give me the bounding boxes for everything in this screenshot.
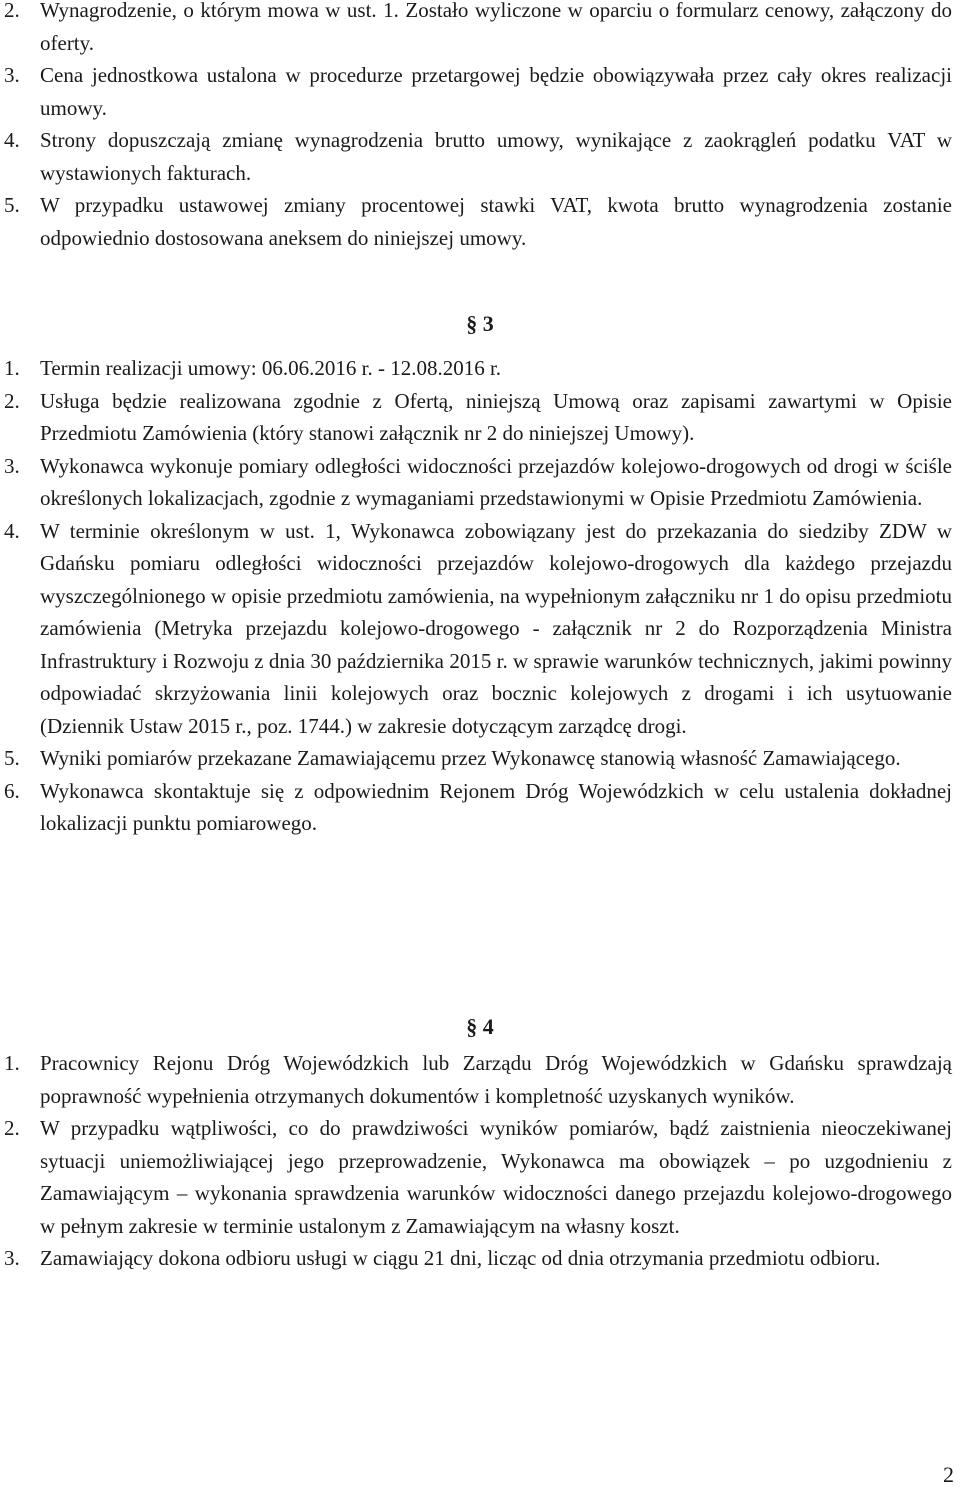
list-item xyxy=(0,59,956,124)
item-number: 4. xyxy=(4,128,20,152)
section-heading-3: § 3 xyxy=(466,311,494,336)
list-item xyxy=(0,189,956,254)
item-number: 2. xyxy=(4,388,20,413)
item-number: 3. xyxy=(4,1246,20,1270)
list-item xyxy=(0,515,956,743)
top-list xyxy=(0,0,956,254)
list-item xyxy=(0,0,956,59)
item-text: Pracownicy Rejonu Dróg Wojewódzkich lub Zarządu Dróg Wojewódzkich w Gdańsku sprawdzają poprawność wypełnienia otrzymanych dokumentów i kompletność uzyskanych wyników. xyxy=(40,1051,952,1108)
item-text: W przypadku wątpliwości, co do prawdziwości wyników pomiarów, bądź zaistnienia nieoczekiwanej sytuacji uniemożliwiającej jego przeprowadzenie, Wykonawca ma obowiązek – po uzgodnieniu z Zamawiającym – wykonania sprawdzenia warunków widoczności danego przejazdu kolejowo-drogowego w pełnym zakresie w terminie ustalonym z Zamawiającym na własny koszt. xyxy=(40,1116,952,1238)
section-3-list xyxy=(0,352,956,840)
list-item xyxy=(0,124,956,189)
list-item xyxy=(0,352,956,385)
item-text: W terminie określonym w ust. 1, Wykonawca zobowiązany jest do przekazania do siedziby ZDW w Gdańsku pomiaru odległości widoczności przejazdów kolejowo-drogowych dla każdego przejazdu wyszczególnionego w opisie przedmiotu zamówienia, na wypełnionym załączniku nr 1 do opisu przedmiotu zamówienia (Metryka przejazdu kolejowo-drogowego - załącznik nr 2 do Rozporządzenia Ministra Infrastruktury i Rozwoju z dnia 30 października 2015 r. w sprawie warunków technicznych, jakimi powinny odpowiadać skrzyżowania linii kolejowych oraz bocznic kolejowych z drogami i ich usytuowanie (Dziennik Ustaw 2015 r., poz. 1744.) w zakresie dotyczącym zarządcę drogi. xyxy=(40,518,952,738)
item-number: 6. xyxy=(4,778,20,803)
list-item xyxy=(0,742,956,775)
item-number: 1. xyxy=(4,356,20,380)
item-text: Wynagrodzenie, o którym mowa w ust. 1. Zostało wyliczone w oparciu o formularz cenowy, załączony do oferty. xyxy=(40,0,952,55)
item-text: Cena jednostkowa ustalona w procedurze przetargowej będzie obowiązywała przez cały okres realizacji umowy. xyxy=(40,63,952,120)
item-text: Usługa będzie realizowana zgodnie z Ofertą, niniejszą Umową oraz zapisami zawartymi w Opisie Przedmiotu Zamówienia (który stanowi załącznik nr 2 do niniejszej Umowy). xyxy=(40,388,952,445)
list-item xyxy=(0,1242,956,1275)
page-number: 2 xyxy=(943,1462,954,1487)
item-text: Zamawiający dokona odbioru usługi w ciągu 21 dni, licząc od dnia otrzymania przedmiotu odbioru. xyxy=(40,1246,881,1270)
item-text: Wykonawca skontaktuje się z odpowiednim Rejonem Dróg Wojewódzkich w celu ustalenia dokładnej lokalizacji punktu pomiarowego. xyxy=(40,778,952,835)
item-number: 3. xyxy=(4,453,20,478)
item-number: 2. xyxy=(4,0,20,22)
section-heading-4: § 4 xyxy=(466,1014,494,1039)
item-text: Strony dopuszczają zmianę wynagrodzenia brutto umowy, wynikające z zaokrągleń podatku VAT w wystawionych fakturach. xyxy=(40,128,952,185)
list-item xyxy=(0,385,956,450)
item-text: Wykonawca wykonuje pomiary odległości widoczności przejazdów kolejowo-drogowych od drogi w ściśle określonych lokalizacjach, zgodnie z wymaganiami przedstawionymi w Opisie Przedmiotu Zamówienia. xyxy=(40,453,952,510)
item-text: W przypadku ustawowej zmiany procentowej stawki VAT, kwota brutto wynagrodzenia zostanie odpowiednio dostosowana aneksem do niniejszej umowy. xyxy=(40,193,952,250)
item-number: 2. xyxy=(4,1116,20,1140)
list-item xyxy=(0,1047,956,1112)
item-number: 5. xyxy=(4,746,20,770)
section-4-list xyxy=(0,1047,956,1275)
item-number: 4. xyxy=(4,518,20,543)
list-item xyxy=(0,775,956,840)
item-text: Wyniki pomiarów przekazane Zamawiającemu przez Wykonawcę stanowią własność Zamawiającego. xyxy=(40,746,901,770)
list-item xyxy=(0,1112,956,1242)
item-number: 1. xyxy=(4,1051,20,1075)
item-number: 3. xyxy=(4,63,20,87)
list-item xyxy=(0,450,956,515)
item-text: Termin realizacji umowy: 06.06.2016 r. - 12.08.2016 r. xyxy=(40,356,502,380)
item-number: 5. xyxy=(4,193,20,217)
